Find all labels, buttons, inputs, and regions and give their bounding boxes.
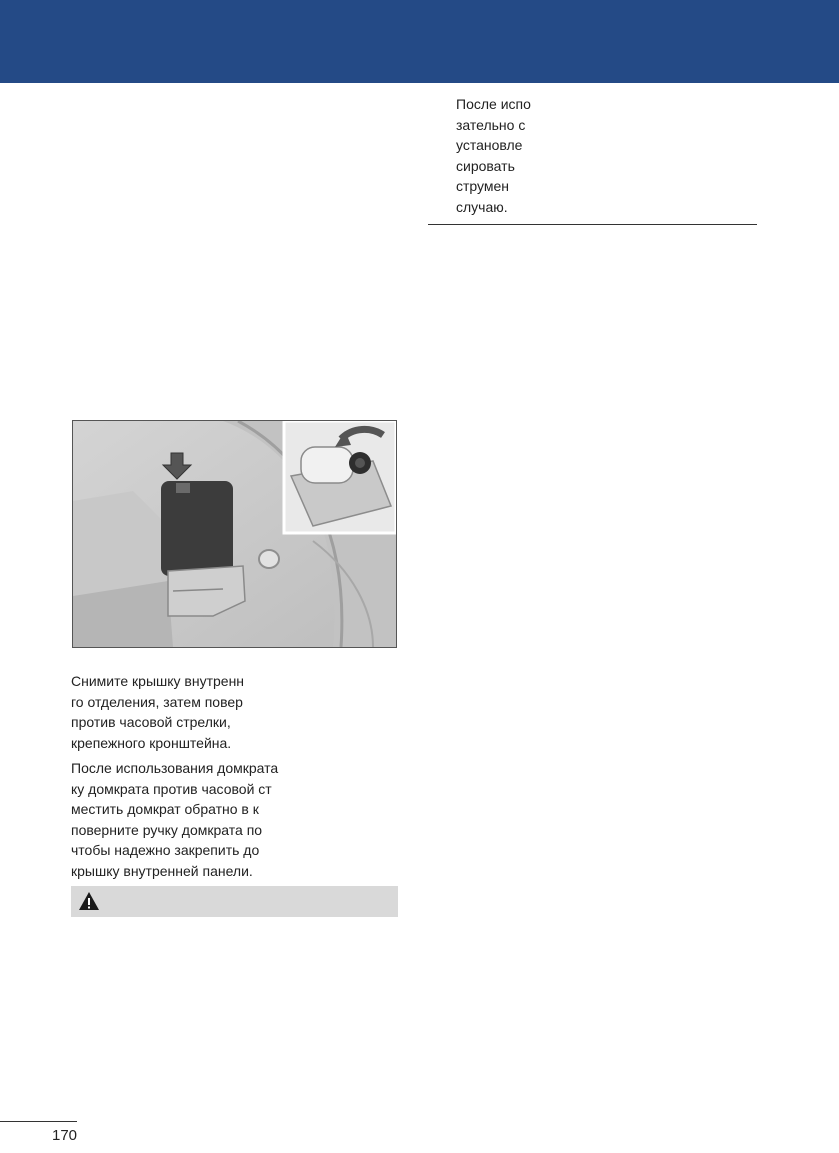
page-number: 170 — [52, 1127, 78, 1144]
warning-bar — [71, 886, 398, 917]
paragraph-line: Снимите крышку внутренн — [71, 673, 245, 689]
paragraph-line: После использования домкрата — [71, 760, 279, 776]
paragraph-line: против часовой стрелки, — [71, 714, 231, 730]
paragraph-line: местить домкрат обратно в к — [71, 801, 259, 817]
paragraph-line: чтобы надежно закрепить до — [71, 842, 260, 858]
right-note-line: После испо — [456, 96, 531, 112]
instruction-paragraph-2 — [71, 758, 301, 881]
footer-rule — [0, 1121, 77, 1122]
instruction-paragraph-1 — [71, 671, 301, 753]
warning-triangle-icon — [78, 891, 100, 911]
trunk-jack-illustration — [72, 420, 397, 648]
right-note-text — [456, 94, 566, 217]
paragraph-line: крепежного кронштейна. — [71, 734, 232, 751]
right-note-line: зательно с — [456, 116, 526, 133]
paragraph-line: ку домкрата против часовой ст — [71, 780, 272, 797]
right-note-line: установле — [456, 137, 523, 153]
paragraph-line: го отделения, затем повер — [71, 693, 243, 710]
right-divider — [428, 224, 757, 225]
paragraph-line: поверните ручку домкрата по — [71, 821, 263, 838]
paragraph-line: крышку внутренней панели. — [71, 862, 253, 879]
header-band — [0, 0, 839, 83]
right-note-line: струмен — [456, 178, 510, 194]
right-note-line: сировать — [456, 157, 515, 174]
right-note-line: случаю. — [456, 198, 508, 215]
